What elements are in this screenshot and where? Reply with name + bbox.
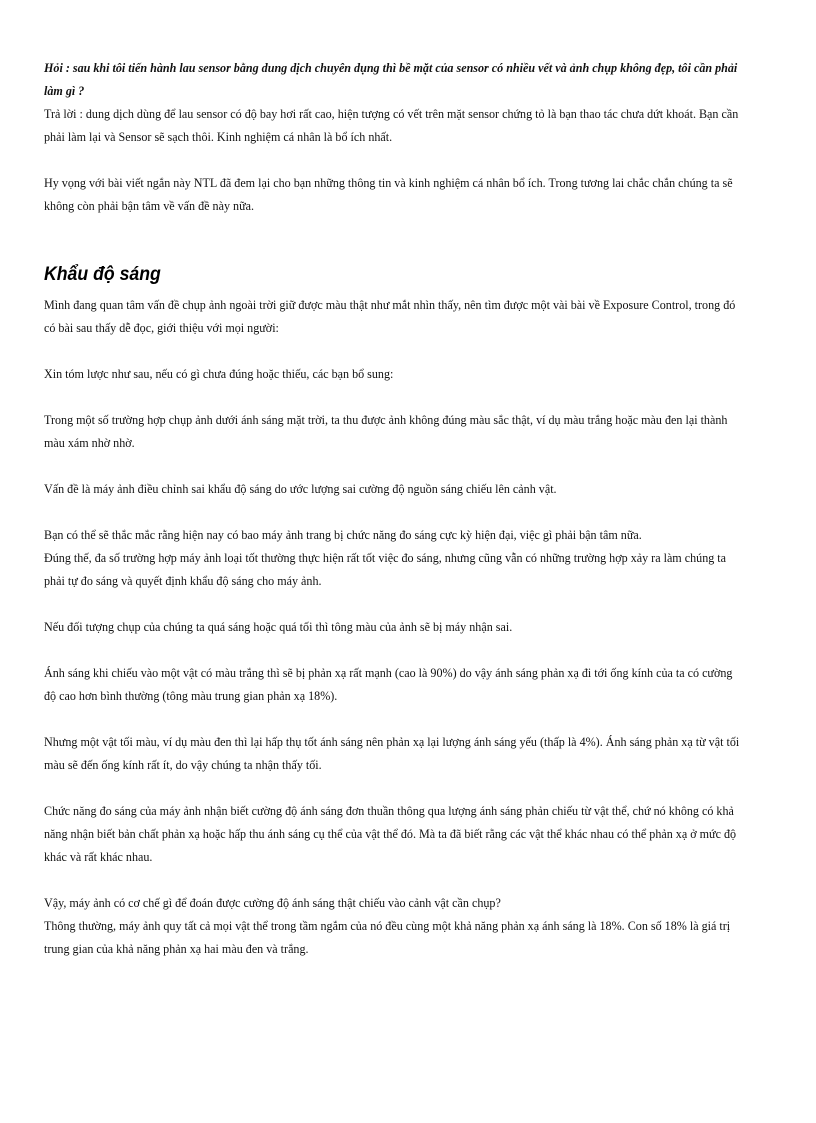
paragraph-question: Bạn có thể sẽ thắc mắc rằng hiện nay có bao máy ảnh trang bị chức năng đo sáng cực kỳ hiện đại, việc gì phải bận tâm nữa. <box>44 527 642 542</box>
paragraph-summary: Xin tóm lược như sau, nếu có gì chưa đúng hoặc thiếu, các bạn bổ sung: <box>44 366 394 381</box>
document-page <box>44 56 746 960</box>
spacer <box>44 385 746 408</box>
spacer <box>44 500 746 523</box>
paragraph-sunlight: Trong một số trường hợp chụp ảnh dưới ánh sáng mặt trời, ta thu được ảnh không đúng màu sắc thật, ví dụ màu trắng hoặc màu đen lại thành màu xám nhờ nhờ. <box>44 412 728 450</box>
spacer <box>44 217 746 263</box>
faq-answer: Trả lời : dung dịch dùng để lau sensor có độ bay hơi rất cao, hiện tượng có vết trên mặt sensor chứng tỏ là bạn thao tác chưa dứt khoát. Bạn cần phải làm lại và Sensor sẽ sạch thôi. Kinh nghiệm cá nhân là bổ ích nhất. <box>44 106 739 144</box>
paragraph-problem: Vấn đề là máy ảnh điều chỉnh sai khẩu độ sáng do ước lượng sai cường độ nguồn sáng chiếu lên cảnh vật. <box>44 481 557 496</box>
paragraph-intro: Mình đang quan tâm vấn đề chụp ảnh ngoài trời giữ được màu thật như mắt nhìn thấy, nên tìm được một vài bài về Exposure Control, trong đó có bài sau thấy dễ đọc, giới thiệu với mọi người: <box>44 297 736 335</box>
spacer <box>44 868 746 891</box>
paragraph-white: Ánh sáng khi chiếu vào một vật có màu trắng thì sẽ bị phản xạ rất mạnh (cao là 90%) do vậy ánh sáng phản xạ đi tới ống kính của ta có cường độ cao hơn bình thường (tông màu trung gian phản xạ 18%). <box>44 665 733 703</box>
paragraph-metering: Chức năng đo sáng của máy ảnh nhận biết cường độ ánh sáng đơn thuần thông qua lượng ánh sáng phản chiếu từ vật thể, chứ nó không có khả năng nhận biết bản chất phản xạ hoặc hấp thu ánh sáng cụ thể của vật thể đó. Mà ta đã biết rằng các vật thể khác nhau có thể phản xạ ở mức độ khác và rất khác nhau. <box>44 803 737 864</box>
closing-paragraph: Hy vọng với bài viết ngắn này NTL đã đem lại cho bạn những thông tin và kinh nghiệm cá nhân bổ ích. Trong tương lai chắc chắn chúng ta sẽ không còn phải bận tâm về vấn đề này nữa. <box>44 175 733 213</box>
paragraph-mechanism-question: Vậy, máy ảnh có cơ chế gì để đoán được cường độ ánh sáng thật chiếu vào cảnh vật cần chụp? <box>44 895 501 910</box>
spacer <box>44 638 746 661</box>
spacer <box>44 707 746 730</box>
section-heading: Khẩu độ sáng <box>44 264 161 285</box>
paragraph-black: Nhưng một vật tối màu, ví dụ màu đen thì lại hấp thụ tốt ánh sáng nên phản xạ lại lượng ánh sáng yếu (thấp là 4%). Ánh sáng phản xạ từ vật tối màu sẽ đến ống kính rất ít, do vậy chúng ta nhận thấy tối. <box>44 734 740 772</box>
paragraph-mechanism-answer: Thông thường, máy ảnh quy tất cả mọi vật thể trong tầm ngắm của nó đều cùng một khả năng phản xạ ánh sáng là 18%. Con số 18% là giá trị trung gian của khả năng phản xạ hai màu đen và trắng. <box>44 918 731 956</box>
spacer <box>44 592 746 615</box>
spacer <box>44 148 746 171</box>
spacer <box>44 454 746 477</box>
spacer <box>44 776 746 799</box>
paragraph-tone: Nếu đối tượng chụp của chúng ta quá sáng hoặc quá tối thì tông màu của ảnh sẽ bị máy nhận sai. <box>44 619 513 634</box>
faq-question: Hỏi : sau khi tôi tiến hành lau sensor bằng dung dịch chuyên dụng thì bề mặt của sensor có nhiều vết và ảnh chụp không đẹp, tôi cần phải làm gì ? <box>44 60 738 98</box>
paragraph-answer: Đúng thế, đa số trường hợp máy ảnh loại tốt thường thực hiện rất tốt việc đo sáng, nhưng cũng vẫn có những trường hợp xảy ra làm chúng ta phải tự đo sáng và quyết định khẩu độ sáng cho máy ảnh. <box>44 550 727 588</box>
spacer <box>44 339 746 362</box>
